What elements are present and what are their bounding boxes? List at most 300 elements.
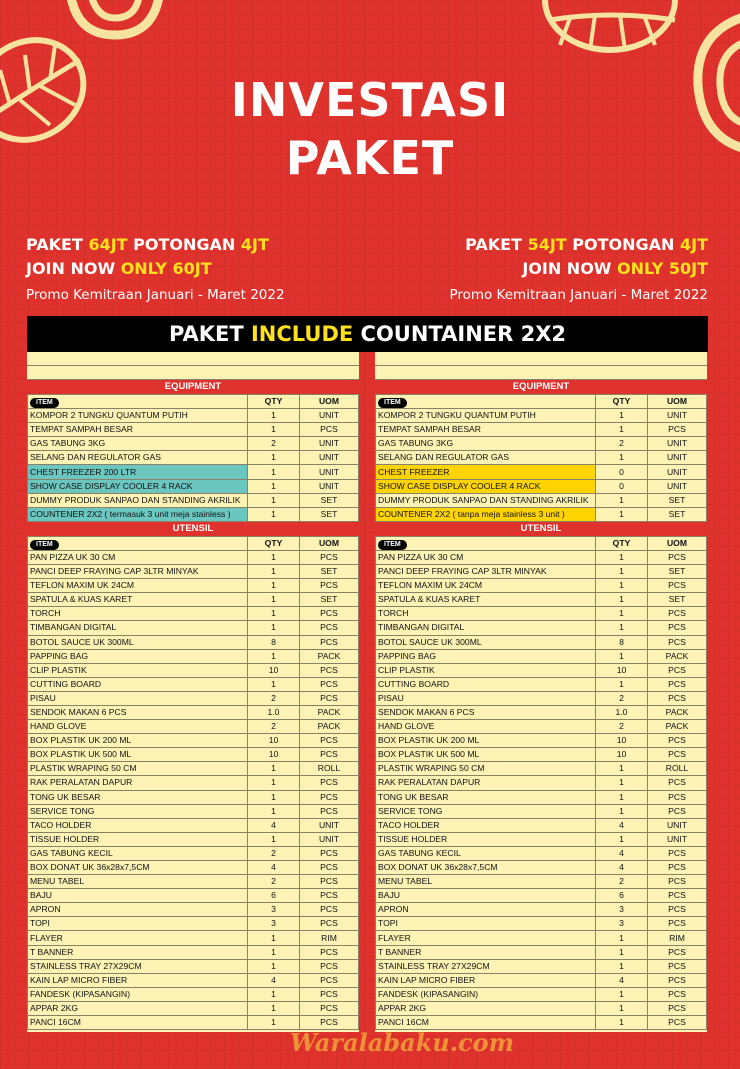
uom-cell: PCS: [300, 663, 359, 677]
item-cell: BOX DONAT UK 36x28x7,5CM: [28, 861, 248, 875]
blank-row: [375, 352, 707, 366]
item-cell: BAJU: [376, 889, 596, 903]
qty-header: QTY: [248, 536, 300, 550]
uom-cell: PCS: [300, 550, 359, 564]
uom-cell: SET: [300, 593, 359, 607]
item-cell: GAS TABUNG 3KG: [28, 437, 248, 451]
item-cell: TEFLON MAXIM UK 24CM: [28, 579, 248, 593]
item-cell: PANCI 16CM: [28, 1016, 248, 1030]
qty-cell: 1: [248, 465, 300, 479]
uom-cell: PACK: [300, 720, 359, 734]
table-row: [376, 451, 707, 465]
ring-swirl-icon: [60, 0, 170, 50]
item-cell: PAN PIZZA UK 30 CM: [28, 550, 248, 564]
qty-cell: 1: [596, 959, 648, 973]
item-cell: SELANG DAN REGULATOR GAS: [376, 451, 596, 465]
qty-cell: 1: [596, 593, 648, 607]
item-cell: FANDESK (KIPASANGIN): [376, 987, 596, 1001]
uom-cell: PCS: [648, 691, 707, 705]
table-row: [28, 973, 359, 987]
qty-cell: 2: [248, 691, 300, 705]
item-header: [376, 395, 596, 409]
qty-cell: 1: [248, 677, 300, 691]
uom-cell: PACK: [300, 649, 359, 663]
item-cell: APPAR 2KG: [28, 1001, 248, 1015]
qty-cell: 1: [596, 607, 648, 621]
uom-cell: PCS: [648, 973, 707, 987]
item-cell: PAPPING BAG: [376, 649, 596, 663]
qty-cell: 4: [596, 818, 648, 832]
utensil-table: [375, 536, 707, 1030]
item-cell: DUMMY PRODUK SANPAO DAN STANDING AKRILIK: [376, 493, 596, 507]
qty-cell: 1: [596, 565, 648, 579]
item-cell: SPATULA & KUAS KARET: [376, 593, 596, 607]
uom-cell: PCS: [648, 734, 707, 748]
uom-cell: PCS: [300, 607, 359, 621]
qty-cell: 3: [596, 903, 648, 917]
table-row: [376, 565, 707, 579]
item-cell: SHOW CASE DISPLAY COOLER 4 RACK: [376, 479, 596, 493]
item-cell: PANCI 16CM: [376, 1016, 596, 1030]
uom-cell: UNIT: [300, 451, 359, 465]
item-cell: PLASTIK WRAPING 50 CM: [376, 762, 596, 776]
table-row: [376, 437, 707, 451]
qty-cell: 4: [248, 818, 300, 832]
uom-cell: PACK: [300, 705, 359, 719]
item-cell: SPATULA & KUAS KARET: [28, 593, 248, 607]
table-row: [376, 607, 707, 621]
item-cell: APRON: [28, 903, 248, 917]
qty-cell: 1: [596, 493, 648, 507]
section-title-equipment: EQUIPMENT: [375, 380, 707, 394]
package-panel-right: [375, 352, 707, 1032]
item-cell: SENDOK MAKAN 6 PCS: [376, 705, 596, 719]
qty-cell: 1: [596, 1001, 648, 1015]
qty-cell: 4: [248, 861, 300, 875]
uom-cell: UNIT: [648, 465, 707, 479]
item-cell: CUTTING BOARD: [376, 677, 596, 691]
item-cell: BOX PLASTIK UK 500 ML: [376, 748, 596, 762]
qty-header: QTY: [248, 395, 300, 409]
table-row: [376, 720, 707, 734]
table-row: [376, 945, 707, 959]
uom-cell: PCS: [648, 987, 707, 1001]
uom-cell: PCS: [300, 889, 359, 903]
qty-cell: 1: [596, 1016, 648, 1030]
table-row: [28, 607, 359, 621]
table-row: [28, 493, 359, 507]
table-row: [376, 479, 707, 493]
qty-cell: 0: [596, 465, 648, 479]
table-row: [376, 579, 707, 593]
table-row: [28, 579, 359, 593]
blank-row: [375, 366, 707, 380]
table-header-row: [28, 536, 359, 550]
qty-cell: 1: [596, 550, 648, 564]
qty-cell: 1: [248, 451, 300, 465]
item-cell: APPAR 2KG: [376, 1001, 596, 1015]
item-cell: MENU TABEL: [28, 875, 248, 889]
table-row: [376, 748, 707, 762]
item-cell: CHEST FREEZER: [376, 465, 596, 479]
item-cell: APRON: [376, 903, 596, 917]
qty-cell: 2: [248, 846, 300, 860]
qty-cell: 1: [596, 451, 648, 465]
uom-cell: PCS: [300, 621, 359, 635]
qty-cell: 1: [248, 1016, 300, 1030]
table-row: [376, 959, 707, 973]
qty-cell: 2: [248, 875, 300, 889]
table-row: [28, 875, 359, 889]
uom-cell: PCS: [648, 889, 707, 903]
table-row: [376, 846, 707, 860]
qty-cell: 1: [248, 579, 300, 593]
item-cell: STAINLESS TRAY 27X29CM: [28, 959, 248, 973]
table-row: [28, 776, 359, 790]
table-row: [376, 507, 707, 521]
table-row: [376, 635, 707, 649]
uom-cell: PCS: [648, 423, 707, 437]
uom-cell: PCS: [648, 621, 707, 635]
uom-cell: RIM: [648, 931, 707, 945]
package-panel-left: [27, 352, 359, 1032]
uom-cell: UNIT: [300, 409, 359, 423]
table-row: [376, 987, 707, 1001]
table-row: [28, 593, 359, 607]
promo-note: Promo Kemitraan Januari - Maret 2022: [449, 287, 708, 303]
table-row: [376, 621, 707, 635]
item-cell: DUMMY PRODUK SANPAO DAN STANDING AKRILIK: [28, 493, 248, 507]
qty-cell: 1: [248, 649, 300, 663]
uom-cell: UNIT: [648, 409, 707, 423]
qty-cell: 1: [596, 621, 648, 635]
qty-cell: 1: [248, 762, 300, 776]
table-row: [28, 1001, 359, 1015]
table-row: [376, 409, 707, 423]
table-row: [376, 861, 707, 875]
item-header-label: ITEM: [378, 540, 407, 550]
item-cell: TACO HOLDER: [376, 818, 596, 832]
table-row: [376, 973, 707, 987]
item-cell: TACO HOLDER: [28, 818, 248, 832]
item-cell: COUNTENER 2X2 ( termasuk 3 unit meja stainless ): [28, 507, 248, 521]
table-row: [376, 691, 707, 705]
uom-cell: PCS: [648, 550, 707, 564]
uom-cell: UNIT: [300, 818, 359, 832]
qty-cell: 2: [596, 875, 648, 889]
item-cell: HAND GLOVE: [28, 720, 248, 734]
uom-cell: PCS: [300, 917, 359, 931]
uom-cell: UNIT: [648, 437, 707, 451]
table-row: [376, 663, 707, 677]
item-cell: TIMBANGAN DIGITAL: [28, 621, 248, 635]
uom-cell: PCS: [300, 945, 359, 959]
uom-cell: PCS: [648, 959, 707, 973]
qty-cell: 1: [248, 945, 300, 959]
uom-header: UOM: [300, 536, 359, 550]
item-cell: FLAYER: [28, 931, 248, 945]
item-cell: PAPPING BAG: [28, 649, 248, 663]
item-cell: CLIP PLASTIK: [28, 663, 248, 677]
item-cell: HAND GLOVE: [376, 720, 596, 734]
table-row: [28, 479, 359, 493]
qty-cell: 1: [596, 677, 648, 691]
qty-cell: 4: [596, 861, 648, 875]
uom-cell: UNIT: [648, 832, 707, 846]
item-cell: GAS TABUNG KECIL: [376, 846, 596, 860]
item-cell: SERVICE TONG: [376, 804, 596, 818]
uom-cell: PCS: [300, 804, 359, 818]
table-row: [376, 804, 707, 818]
qty-cell: 1: [596, 790, 648, 804]
qty-cell: 1: [248, 959, 300, 973]
table-row: [28, 987, 359, 1001]
qty-cell: 1: [596, 423, 648, 437]
item-cell: PANCI DEEP FRAYING CAP 3LTR MINYAK: [376, 565, 596, 579]
item-cell: BOX PLASTIK UK 200 ML: [28, 734, 248, 748]
item-cell: PISAU: [376, 691, 596, 705]
item-cell: TISSUE HOLDER: [28, 832, 248, 846]
uom-cell: PCS: [648, 875, 707, 889]
qty-cell: 1: [596, 762, 648, 776]
uom-cell: PCS: [300, 776, 359, 790]
uom-cell: PCS: [648, 1016, 707, 1030]
qty-cell: 1: [248, 409, 300, 423]
watermark-logo: Waralabaku.com: [290, 1028, 515, 1057]
qty-cell: 1: [596, 804, 648, 818]
item-cell: BOX PLASTIK UK 200 ML: [376, 734, 596, 748]
table-row: [28, 945, 359, 959]
table-row: [28, 507, 359, 521]
table-row: [28, 917, 359, 931]
qty-cell: 1: [596, 931, 648, 945]
item-cell: RAK PERALATAN DAPUR: [376, 776, 596, 790]
uom-cell: UNIT: [300, 437, 359, 451]
table-row: [28, 734, 359, 748]
table-row: [28, 437, 359, 451]
uom-cell: PCS: [648, 790, 707, 804]
uom-cell: PCS: [300, 1001, 359, 1015]
uom-cell: PCS: [300, 861, 359, 875]
section-title-utensil: UTENSIL: [375, 522, 707, 536]
item-header-label: ITEM: [378, 398, 407, 408]
uom-cell: PCS: [300, 691, 359, 705]
item-cell: TEMPAT SAMPAH BESAR: [28, 423, 248, 437]
table-row: [28, 832, 359, 846]
uom-cell: PACK: [648, 720, 707, 734]
qty-cell: 4: [248, 973, 300, 987]
qty-cell: 6: [248, 889, 300, 903]
item-cell: RAK PERALATAN DAPUR: [28, 776, 248, 790]
qty-cell: 1.0: [248, 705, 300, 719]
table-row: [28, 804, 359, 818]
qty-cell: 3: [248, 903, 300, 917]
qty-header: QTY: [596, 536, 648, 550]
qty-cell: 1: [248, 832, 300, 846]
uom-cell: SET: [300, 507, 359, 521]
table-row: [28, 903, 359, 917]
qty-cell: 3: [248, 917, 300, 931]
uom-cell: PCS: [648, 945, 707, 959]
table-row: [28, 720, 359, 734]
qty-cell: 1: [248, 621, 300, 635]
uom-cell: PCS: [648, 607, 707, 621]
qty-cell: 2: [596, 720, 648, 734]
item-cell: KOMPOR 2 TUNGKU QUANTUM PUTIH: [28, 409, 248, 423]
item-cell: GAS TABUNG 3KG: [376, 437, 596, 451]
uom-cell: PCS: [648, 917, 707, 931]
table-row: [28, 409, 359, 423]
uom-cell: UNIT: [648, 818, 707, 832]
package-banner: PAKET INCLUDE COUNTAINER 2X2: [27, 316, 708, 352]
item-cell: KAIN LAP MICRO FIBER: [28, 973, 248, 987]
item-cell: GAS TABUNG KECIL: [28, 846, 248, 860]
item-header: [28, 395, 248, 409]
uom-cell: PCS: [300, 846, 359, 860]
table-row: [376, 931, 707, 945]
item-cell: BOX DONAT UK 36x28x7,5CM: [376, 861, 596, 875]
uom-cell: PCS: [648, 846, 707, 860]
qty-cell: 1: [248, 423, 300, 437]
item-cell: TORCH: [28, 607, 248, 621]
table-row: [28, 748, 359, 762]
uom-cell: UNIT: [300, 479, 359, 493]
uom-cell: PCS: [300, 635, 359, 649]
section-title-utensil: UTENSIL: [27, 522, 359, 536]
uom-cell: PACK: [648, 705, 707, 719]
uom-cell: SET: [648, 593, 707, 607]
uom-cell: SET: [648, 493, 707, 507]
item-cell: COUNTENER 2X2 ( tanpa meja stainless 3 unit ): [376, 507, 596, 521]
table-row: [28, 451, 359, 465]
item-cell: TOPI: [376, 917, 596, 931]
section-title-equipment: EQUIPMENT: [27, 380, 359, 394]
item-cell: TONG UK BESAR: [28, 790, 248, 804]
item-cell: SERVICE TONG: [28, 804, 248, 818]
item-cell: PLASTIK WRAPING 50 CM: [28, 762, 248, 776]
promo-right: PAKET 54JT POTONGAN 4JT JOIN NOW ONLY 50JT Promo Kemitraan Januari - Maret 2022: [449, 233, 708, 306]
table-row: [376, 705, 707, 719]
qty-cell: 4: [596, 846, 648, 860]
item-cell: STAINLESS TRAY 27X29CM: [376, 959, 596, 973]
table-header-row: [376, 395, 707, 409]
uom-cell: PCS: [648, 635, 707, 649]
qty-cell: 1: [596, 987, 648, 1001]
table-header-row: [28, 395, 359, 409]
qty-cell: 10: [248, 748, 300, 762]
item-cell: BOX PLASTIK UK 500 ML: [28, 748, 248, 762]
table-row: [28, 705, 359, 719]
qty-cell: 10: [248, 734, 300, 748]
qty-cell: 1: [596, 409, 648, 423]
uom-cell: PCS: [648, 804, 707, 818]
item-cell: PISAU: [28, 691, 248, 705]
table-row: [28, 861, 359, 875]
qty-cell: 10: [596, 734, 648, 748]
qty-cell: 1: [596, 507, 648, 521]
item-cell: BAJU: [28, 889, 248, 903]
table-row: [28, 621, 359, 635]
item-cell: TORCH: [376, 607, 596, 621]
table-row: [376, 790, 707, 804]
monstera-leaf-icon: [540, 0, 680, 60]
table-row: [376, 649, 707, 663]
uom-cell: PCS: [648, 776, 707, 790]
qty-cell: 1: [248, 507, 300, 521]
uom-cell: SET: [648, 507, 707, 521]
table-row: [376, 423, 707, 437]
item-cell: T BANNER: [28, 945, 248, 959]
table-row: [376, 776, 707, 790]
table-row: [376, 593, 707, 607]
item-cell: SHOW CASE DISPLAY COOLER 4 RACK: [28, 479, 248, 493]
blank-row: [27, 366, 359, 380]
item-cell: SENDOK MAKAN 6 PCS: [28, 705, 248, 719]
qty-cell: 1: [248, 593, 300, 607]
uom-cell: PCS: [300, 1016, 359, 1030]
item-cell: TONG UK BESAR: [376, 790, 596, 804]
uom-cell: PCS: [300, 790, 359, 804]
item-cell: MENU TABEL: [376, 875, 596, 889]
table-row: [28, 959, 359, 973]
qty-cell: 1: [248, 1001, 300, 1015]
uom-cell: PCS: [300, 875, 359, 889]
table-row: [376, 903, 707, 917]
qty-cell: 1: [248, 565, 300, 579]
utensil-table: [27, 536, 359, 1030]
table-row: [376, 762, 707, 776]
item-cell: TEMPAT SAMPAH BESAR: [376, 423, 596, 437]
uom-header: UOM: [648, 536, 707, 550]
uom-cell: PCS: [300, 748, 359, 762]
item-cell: SELANG DAN REGULATOR GAS: [28, 451, 248, 465]
uom-cell: PACK: [648, 649, 707, 663]
item-header-label: ITEM: [30, 398, 59, 408]
table-row: [28, 762, 359, 776]
table-row: [28, 635, 359, 649]
qty-cell: 1.0: [596, 705, 648, 719]
uom-cell: UNIT: [648, 479, 707, 493]
item-cell: BOTOL SAUCE UK 300ML: [28, 635, 248, 649]
table-row: [376, 465, 707, 479]
uom-cell: SET: [648, 565, 707, 579]
table-row: [28, 550, 359, 564]
table-row: [376, 493, 707, 507]
uom-cell: SET: [300, 565, 359, 579]
uom-cell: PCS: [300, 579, 359, 593]
table-row: [28, 846, 359, 860]
blank-row: [27, 352, 359, 366]
table-row: [28, 931, 359, 945]
table-row: [28, 423, 359, 437]
item-header-label: ITEM: [30, 540, 59, 550]
qty-cell: 0: [596, 479, 648, 493]
table-row: [376, 734, 707, 748]
promo-left: PAKET 64JT POTONGAN 4JT JOIN NOW ONLY 60JT Promo Kemitraan Januari - Maret 2022: [26, 233, 285, 306]
table-header-row: [376, 536, 707, 550]
uom-cell: UNIT: [300, 465, 359, 479]
uom-cell: PCS: [300, 903, 359, 917]
qty-cell: 10: [596, 748, 648, 762]
qty-cell: 1: [248, 987, 300, 1001]
item-cell: T BANNER: [376, 945, 596, 959]
table-row: [376, 818, 707, 832]
uom-cell: UNIT: [300, 832, 359, 846]
qty-cell: 2: [248, 720, 300, 734]
table-row: [28, 663, 359, 677]
uom-cell: PCS: [648, 1001, 707, 1015]
qty-cell: 10: [248, 663, 300, 677]
